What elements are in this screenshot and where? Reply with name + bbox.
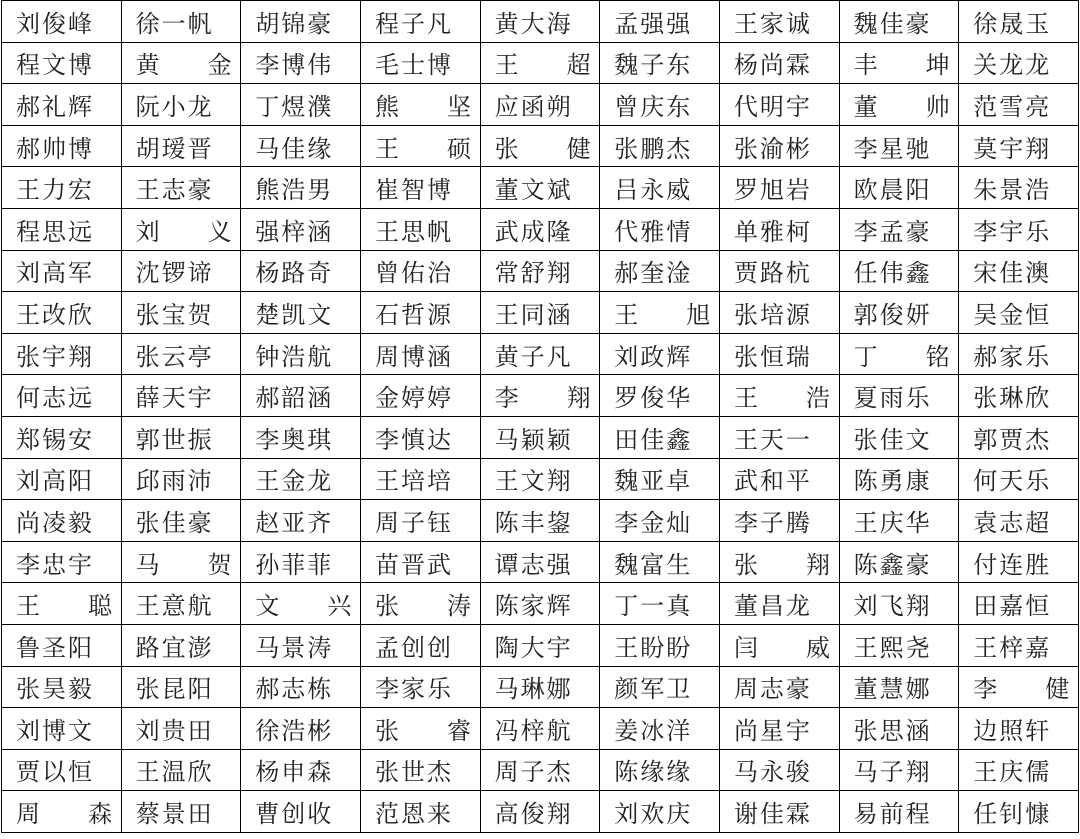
name-cell: 魏佳豪 — [839, 1, 959, 43]
name-char: 张 — [733, 550, 758, 579]
name-cell: 张恒瑞 — [719, 333, 839, 375]
name-cell: 尚凌毅 — [2, 500, 122, 542]
name-char: 李 — [973, 675, 998, 704]
name-char: 张 — [494, 134, 519, 163]
name-cell: 蔡景田 — [121, 791, 241, 833]
name-cell: 吴金恒 — [959, 292, 1079, 334]
name-char: 超 — [566, 51, 591, 80]
name-char: 涛 — [446, 592, 471, 621]
name-cell: 袁志超 — [959, 500, 1079, 542]
name-cell: 郝奎淦 — [600, 250, 720, 292]
name-char: 刘 — [135, 217, 160, 246]
table-body — [2, 1, 1079, 833]
name-cell: 范恩来 — [360, 791, 480, 833]
name-cell: 莫宇翔 — [959, 125, 1079, 167]
name-cell: 沈锣谛 — [121, 250, 241, 292]
table-row — [2, 624, 1079, 666]
name-cell: 李家乐 — [360, 666, 480, 708]
name-cell: 姜冰洋 — [600, 708, 720, 750]
name-cell: 王庆华 — [839, 500, 959, 542]
name-char: 翔 — [566, 384, 591, 413]
name-cell — [2, 791, 122, 833]
name-cell: 杨路奇 — [241, 250, 361, 292]
name-cell: 王庆儒 — [959, 749, 1079, 791]
table-row — [2, 749, 1079, 791]
name-cell: 欧晨阳 — [839, 167, 959, 209]
name-cell: 代明宇 — [719, 84, 839, 126]
name-cell: 吕永威 — [600, 167, 720, 209]
table-row — [2, 167, 1079, 209]
table-row — [2, 250, 1079, 292]
table-row — [2, 500, 1079, 542]
name-cell: 王金龙 — [241, 458, 361, 500]
name-cell: 张昆阳 — [121, 666, 241, 708]
name-cell: 代雅情 — [600, 208, 720, 250]
name-cell: 钟浩航 — [241, 333, 361, 375]
name-cell: 贾以恒 — [2, 749, 122, 791]
name-cell: 程思远 — [2, 208, 122, 250]
table-row — [2, 292, 1079, 334]
name-cell: 刘高军 — [2, 250, 122, 292]
name-char: 马 — [135, 550, 160, 579]
name-cell: 丁一真 — [600, 583, 720, 625]
name-cell: 马景涛 — [241, 624, 361, 666]
name-cell: 楚凯文 — [241, 292, 361, 334]
name-cell: 徐浩彬 — [241, 708, 361, 750]
name-cell: 贾路杭 — [719, 250, 839, 292]
name-char: 义 — [207, 217, 232, 246]
name-cell — [959, 666, 1079, 708]
name-cell — [719, 624, 839, 666]
name-cell: 黄大海 — [480, 1, 600, 43]
name-cell: 颜军卫 — [600, 666, 720, 708]
name-cell: 郭世振 — [121, 416, 241, 458]
name-cell: 马琳娜 — [480, 666, 600, 708]
name-char: 健 — [1045, 675, 1070, 704]
name-char: 威 — [805, 633, 830, 662]
name-cell: 朱景浩 — [959, 167, 1079, 209]
name-cell: 李金灿 — [600, 500, 720, 542]
name-cell: 胡瑷晋 — [121, 125, 241, 167]
name-cell: 宋佳澳 — [959, 250, 1079, 292]
name-cell: 刘政辉 — [600, 333, 720, 375]
name-cell: 孟强强 — [600, 1, 720, 43]
name-cell: 孟创创 — [360, 624, 480, 666]
name-cell — [2, 583, 122, 625]
name-cell: 杨尚霖 — [719, 42, 839, 84]
name-cell: 熊浩男 — [241, 167, 361, 209]
name-cell: 田嘉恒 — [959, 583, 1079, 625]
name-cell: 魏富生 — [600, 541, 720, 583]
name-cell: 常舒翔 — [480, 250, 600, 292]
name-char: 熊 — [374, 92, 399, 121]
name-cell: 李子腾 — [719, 500, 839, 542]
name-cell: 边照轩 — [959, 708, 1079, 750]
name-cell: 张思涵 — [839, 708, 959, 750]
name-cell — [360, 125, 480, 167]
name-cell: 毛士博 — [360, 42, 480, 84]
name-char: 睿 — [446, 716, 471, 745]
table-row — [2, 458, 1079, 500]
name-cell: 李奥琪 — [241, 416, 361, 458]
name-char: 周 — [16, 800, 40, 829]
name-cell: 陈家辉 — [480, 583, 600, 625]
table-row — [2, 42, 1079, 84]
table-row — [2, 416, 1079, 458]
name-cell: 王同涵 — [480, 292, 600, 334]
name-cell: 张宝贺 — [121, 292, 241, 334]
name-cell: 高俊翔 — [480, 791, 600, 833]
name-char: 翔 — [805, 550, 830, 579]
name-cell: 王天一 — [719, 416, 839, 458]
name-cell: 武成隆 — [480, 208, 600, 250]
name-cell: 张佳文 — [839, 416, 959, 458]
name-cell — [480, 42, 600, 84]
name-cell: 刘飞翔 — [839, 583, 959, 625]
name-cell: 王改欣 — [2, 292, 122, 334]
name-cell: 强梓涵 — [241, 208, 361, 250]
name-cell — [719, 375, 839, 417]
name-cell: 夏雨乐 — [839, 375, 959, 417]
name-cell: 马佳缘 — [241, 125, 361, 167]
name-cell: 郝志栋 — [241, 666, 361, 708]
name-cell: 刘俊峰 — [2, 1, 122, 43]
name-cell: 王家诚 — [719, 1, 839, 43]
name-cell: 郭贾杰 — [959, 416, 1079, 458]
name-cell: 金婷婷 — [360, 375, 480, 417]
name-cell: 郝礼辉 — [2, 84, 122, 126]
name-cell: 胡锦豪 — [241, 1, 361, 43]
name-char: 丰 — [853, 51, 878, 80]
name-cell — [839, 42, 959, 84]
name-cell: 刘博文 — [2, 708, 122, 750]
name-cell: 赵亚齐 — [241, 500, 361, 542]
name-char: 张 — [374, 592, 399, 621]
name-char: 王 — [16, 592, 40, 621]
name-cell: 石哲源 — [360, 292, 480, 334]
name-cell: 曾庆东 — [600, 84, 720, 126]
name-cell: 郝家乐 — [959, 333, 1079, 375]
name-cell: 黄子凡 — [480, 333, 600, 375]
table-row — [2, 708, 1079, 750]
name-cell: 范雪亮 — [959, 84, 1079, 126]
name-char: 文 — [255, 592, 280, 621]
table-row — [2, 208, 1079, 250]
name-cell: 鲁圣阳 — [2, 624, 122, 666]
table-row — [2, 125, 1079, 167]
name-char: 董 — [853, 92, 878, 121]
name-cell: 马永骏 — [719, 749, 839, 791]
name-cell: 张培源 — [719, 292, 839, 334]
table-row — [2, 84, 1079, 126]
name-cell: 王熙尧 — [839, 624, 959, 666]
name-cell: 关龙龙 — [959, 42, 1079, 84]
name-cell: 刘欢庆 — [600, 791, 720, 833]
name-char: 王 — [374, 134, 399, 163]
table-row — [2, 333, 1079, 375]
name-cell: 曹创收 — [241, 791, 361, 833]
name-cell: 张昊毅 — [2, 666, 122, 708]
name-char: 李 — [494, 384, 519, 413]
name-cell — [360, 84, 480, 126]
name-cell: 武和平 — [719, 458, 839, 500]
name-cell — [480, 125, 600, 167]
name-cell: 刘贵田 — [121, 708, 241, 750]
name-cell: 杨申森 — [241, 749, 361, 791]
name-cell: 李孟豪 — [839, 208, 959, 250]
name-cell: 罗俊华 — [600, 375, 720, 417]
name-char: 王 — [614, 300, 639, 329]
name-char: 丁 — [853, 342, 878, 371]
name-cell: 郭俊妍 — [839, 292, 959, 334]
name-cell — [719, 541, 839, 583]
name-cell: 魏亚卓 — [600, 458, 720, 500]
name-char: 健 — [566, 134, 591, 163]
name-cell: 单雅柯 — [719, 208, 839, 250]
name-char: 兴 — [327, 592, 352, 621]
name-cell: 田佳鑫 — [600, 416, 720, 458]
name-cell: 王梓嘉 — [959, 624, 1079, 666]
name-cell: 邱雨沛 — [121, 458, 241, 500]
name-cell: 易前程 — [839, 791, 959, 833]
name-cell — [839, 84, 959, 126]
name-char: 硕 — [446, 134, 471, 163]
table-row — [2, 666, 1079, 708]
name-cell: 薛天宇 — [121, 375, 241, 417]
name-cell — [121, 208, 241, 250]
name-cell: 魏子东 — [600, 42, 720, 84]
name-cell: 罗旭岩 — [719, 167, 839, 209]
table-row — [2, 375, 1079, 417]
name-cell — [121, 541, 241, 583]
name-cell: 张琳欣 — [959, 375, 1079, 417]
name-cell: 冯梓航 — [480, 708, 600, 750]
name-cell: 程文博 — [2, 42, 122, 84]
table-row — [2, 541, 1079, 583]
name-char: 帅 — [925, 92, 950, 121]
name-cell: 徐一帆 — [121, 1, 241, 43]
name-char: 森 — [88, 800, 112, 829]
name-cell: 李宇乐 — [959, 208, 1079, 250]
name-cell: 王盼盼 — [600, 624, 720, 666]
name-cell: 谢佳霖 — [719, 791, 839, 833]
name-char: 金 — [207, 51, 232, 80]
name-cell: 王思帆 — [360, 208, 480, 250]
name-cell: 王力宏 — [2, 167, 122, 209]
name-cell: 何天乐 — [959, 458, 1079, 500]
name-char: 贺 — [207, 550, 232, 579]
name-cell: 刘高阳 — [2, 458, 122, 500]
name-cell: 周博涵 — [360, 333, 480, 375]
name-cell: 李慎达 — [360, 416, 480, 458]
name-cell — [600, 292, 720, 334]
name-cell: 陈缘缘 — [600, 749, 720, 791]
name-cell: 张渝彬 — [719, 125, 839, 167]
name-cell: 阮小龙 — [121, 84, 241, 126]
name-cell: 张云亭 — [121, 333, 241, 375]
name-cell: 陈丰鋆 — [480, 500, 600, 542]
name-cell: 郝韶涵 — [241, 375, 361, 417]
name-cell — [241, 583, 361, 625]
name-char: 聪 — [88, 592, 112, 621]
name-cell: 尚星宇 — [719, 708, 839, 750]
name-cell: 马子翔 — [839, 749, 959, 791]
name-cell: 董文斌 — [480, 167, 600, 209]
name-cell: 应函朔 — [480, 84, 600, 126]
name-cell — [360, 708, 480, 750]
name-cell: 李忠宇 — [2, 541, 122, 583]
name-cell: 曾佑治 — [360, 250, 480, 292]
name-cell: 丁煜濮 — [241, 84, 361, 126]
name-char: 坚 — [446, 92, 471, 121]
name-char: 闫 — [733, 633, 758, 662]
name-cell — [839, 333, 959, 375]
table-row — [2, 1, 1079, 43]
name-cell: 苗晋武 — [360, 541, 480, 583]
name-cell: 何志远 — [2, 375, 122, 417]
name-cell: 李星驰 — [839, 125, 959, 167]
name-cell: 董慧娜 — [839, 666, 959, 708]
name-cell — [121, 42, 241, 84]
name-cell: 陶大宇 — [480, 624, 600, 666]
name-cell: 李博伟 — [241, 42, 361, 84]
name-cell: 谭志强 — [480, 541, 600, 583]
name-cell: 张佳豪 — [121, 500, 241, 542]
name-char: 坤 — [925, 51, 950, 80]
name-cell: 马颖颖 — [480, 416, 600, 458]
name-cell: 张鹏杰 — [600, 125, 720, 167]
name-cell: 付连胜 — [959, 541, 1079, 583]
name-cell: 路宜澎 — [121, 624, 241, 666]
name-cell: 任钊慷 — [959, 791, 1079, 833]
name-cell: 陈勇康 — [839, 458, 959, 500]
name-cell: 徐晟玉 — [959, 1, 1079, 43]
name-char: 黄 — [135, 51, 160, 80]
name-cell — [360, 583, 480, 625]
name-cell: 董昌龙 — [719, 583, 839, 625]
name-char: 旭 — [686, 300, 711, 329]
name-cell: 王温欣 — [121, 749, 241, 791]
table-row — [2, 583, 1079, 625]
name-char: 王 — [494, 51, 519, 80]
name-char: 铭 — [925, 342, 950, 371]
name-char: 张 — [374, 716, 399, 745]
name-cell: 陈鑫豪 — [839, 541, 959, 583]
name-cell: 王培培 — [360, 458, 480, 500]
name-cell: 周子钰 — [360, 500, 480, 542]
name-cell — [480, 375, 600, 417]
name-cell: 张世杰 — [360, 749, 480, 791]
name-cell: 周子杰 — [480, 749, 600, 791]
name-roster-table — [1, 0, 1079, 833]
name-cell: 王志豪 — [121, 167, 241, 209]
name-char: 浩 — [805, 384, 830, 413]
name-cell: 郝帅博 — [2, 125, 122, 167]
name-cell: 孙菲菲 — [241, 541, 361, 583]
name-cell: 郑锡安 — [2, 416, 122, 458]
name-cell: 程子凡 — [360, 1, 480, 43]
name-cell: 崔智博 — [360, 167, 480, 209]
name-cell: 张宇翔 — [2, 333, 122, 375]
name-char: 王 — [733, 384, 758, 413]
name-cell: 任伟鑫 — [839, 250, 959, 292]
name-cell: 王文翔 — [480, 458, 600, 500]
table-row — [2, 791, 1079, 833]
name-cell: 周志豪 — [719, 666, 839, 708]
name-cell: 王意航 — [121, 583, 241, 625]
